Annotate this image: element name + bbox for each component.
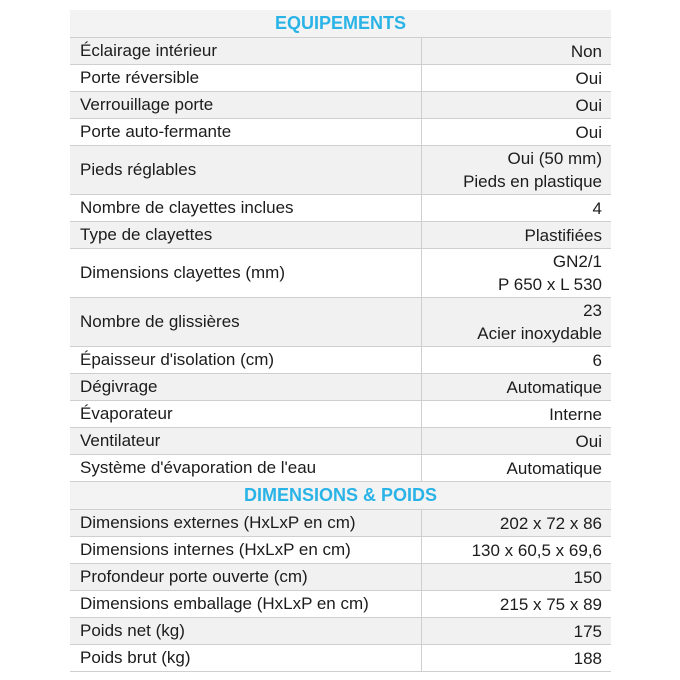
spec-value [422, 298, 611, 346]
spec-value-line: Oui [575, 95, 602, 115]
table-row [70, 455, 611, 482]
spec-value-line: Oui [575, 122, 602, 142]
spec-value-line: Automatique [506, 458, 602, 478]
spec-value-line: Non [570, 41, 602, 61]
spec-value [422, 401, 611, 427]
spec-value-line: Oui [575, 431, 602, 451]
spec-value-line: 4 [592, 198, 602, 218]
spec-value [422, 510, 611, 536]
table-row [70, 195, 611, 222]
table-row [70, 92, 611, 119]
spec-label: Porte auto-fermante [70, 119, 422, 145]
spec-label: Dégivrage [70, 374, 422, 400]
table-row [70, 65, 611, 92]
table-row [70, 249, 611, 298]
table-row [70, 146, 611, 195]
spec-label: Verrouillage porte [70, 92, 422, 118]
spec-value [422, 92, 611, 118]
spec-label: Porte réversible [70, 65, 422, 91]
table-row [70, 222, 611, 249]
spec-value-line: Acier inoxydable [477, 324, 602, 343]
spec-label: Dimensions emballage (HxLxP en cm) [70, 591, 422, 617]
spec-value [422, 645, 611, 671]
spec-value [422, 537, 611, 563]
spec-value-line: 6 [592, 350, 602, 370]
spec-label: Pieds réglables [70, 146, 422, 194]
table-row [70, 537, 611, 564]
section-header: DIMENSIONS & POIDS [70, 482, 611, 510]
spec-value [422, 249, 611, 297]
spec-value-line: 23 [583, 301, 602, 320]
spec-value-line: 130 x 60,5 x 69,6 [471, 540, 602, 560]
spec-value [422, 222, 611, 248]
spec-value [422, 564, 611, 590]
spec-section [70, 10, 611, 482]
spec-value [422, 119, 611, 145]
spec-label: Système d'évaporation de l'eau [70, 455, 422, 481]
spec-value-line: 150 [573, 567, 602, 587]
spec-label: Poids brut (kg) [70, 645, 422, 671]
spec-label: Ventilateur [70, 428, 422, 454]
spec-value-line: 188 [573, 648, 602, 668]
table-row [70, 298, 611, 347]
spec-label: Dimensions clayettes (mm) [70, 249, 422, 297]
spec-value [422, 195, 611, 221]
spec-value-line: GN2/1 [552, 252, 602, 271]
spec-value-line: Automatique [506, 377, 602, 397]
spec-value-line: 175 [573, 621, 602, 641]
spec-value-line: Plastifiées [524, 225, 602, 245]
spec-label: Dimensions externes (HxLxP en cm) [70, 510, 422, 536]
table-row [70, 428, 611, 455]
spec-value [422, 65, 611, 91]
section-header: EQUIPEMENTS [70, 10, 611, 38]
spec-value-line: Pieds en plastique [463, 172, 602, 191]
spec-label: Poids net (kg) [70, 618, 422, 644]
spec-value [422, 374, 611, 400]
spec-value [422, 38, 611, 64]
spec-value [422, 618, 611, 644]
table-row [70, 510, 611, 537]
table-row [70, 401, 611, 428]
spec-label: Dimensions internes (HxLxP en cm) [70, 537, 422, 563]
spec-label: Évaporateur [70, 401, 422, 427]
spec-label: Type de clayettes [70, 222, 422, 248]
spec-value [422, 455, 611, 481]
spec-label: Nombre de clayettes inclues [70, 195, 422, 221]
spec-label: Épaisseur d'isolation (cm) [70, 347, 422, 373]
spec-value-line: Oui (50 mm) [507, 149, 602, 168]
spec-value-line: P 650 x L 530 [498, 275, 602, 294]
spec-sheet [70, 10, 611, 672]
spec-value [422, 146, 611, 194]
spec-value [422, 428, 611, 454]
table-row [70, 618, 611, 645]
table-row [70, 591, 611, 618]
table-row [70, 119, 611, 146]
spec-value-line: 202 x 72 x 86 [499, 513, 602, 533]
spec-value-line: 215 x 75 x 89 [499, 594, 602, 614]
spec-label: Profondeur porte ouverte (cm) [70, 564, 422, 590]
table-row [70, 374, 611, 401]
table-row [70, 38, 611, 65]
spec-value-line: Interne [549, 404, 602, 424]
spec-label: Éclairage intérieur [70, 38, 422, 64]
spec-value-line: Oui [575, 68, 602, 88]
spec-section [70, 482, 611, 672]
table-row [70, 564, 611, 591]
spec-label: Nombre de glissières [70, 298, 422, 346]
spec-value [422, 347, 611, 373]
spec-value [422, 591, 611, 617]
table-row [70, 347, 611, 374]
table-row [70, 645, 611, 672]
